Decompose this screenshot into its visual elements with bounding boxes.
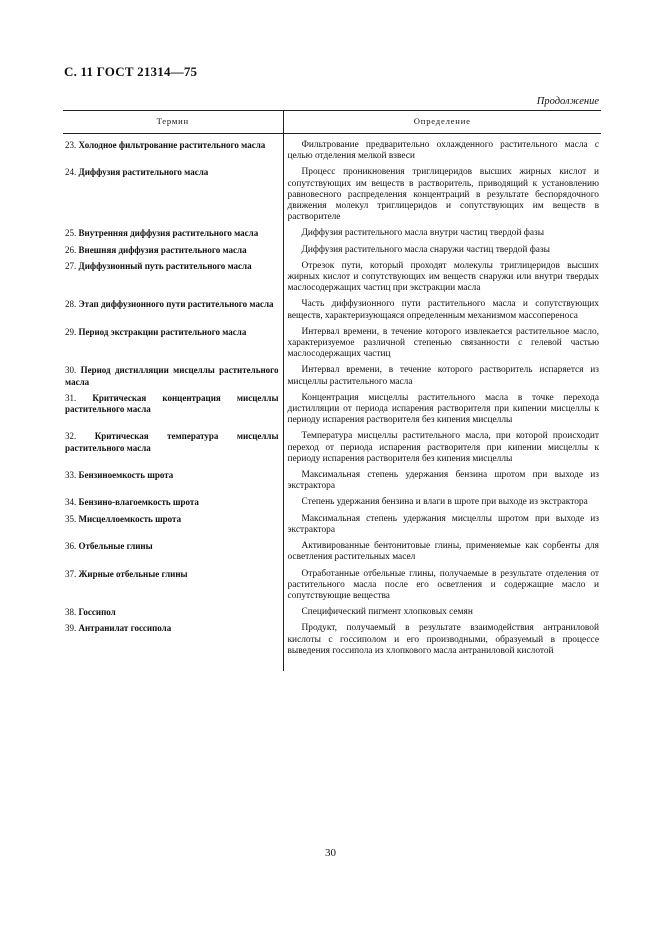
term-cell — [63, 299, 283, 326]
term-number: 38. — [65, 607, 77, 618]
term-number: 27. — [65, 260, 77, 271]
table-row — [63, 607, 601, 623]
table-row — [63, 393, 601, 432]
table-row — [63, 541, 601, 568]
term-name: Бензино-влагоемкость шрота — [78, 497, 199, 508]
term-number: 28. — [65, 299, 77, 310]
table-row — [63, 514, 601, 541]
table-body — [63, 134, 601, 671]
definition-cell: Диффузия растительного масла внутри частиц твердой фазы — [283, 228, 601, 244]
term-name: Холодное фильтрование растительного масла — [78, 140, 266, 150]
running-header: С. 11 ГОСТ 21314—75 — [64, 64, 198, 79]
term-number: 24. — [65, 167, 77, 178]
table-row — [63, 431, 601, 470]
definition-cell: Максимальная степень удержания бензина шротом при выходе из экстрактора — [283, 470, 601, 497]
table-row — [63, 261, 601, 300]
term-cell — [63, 134, 283, 168]
continued-label: Продолжение — [536, 96, 599, 107]
term-name: Внешняя диффузия растительного масла — [78, 244, 247, 255]
term-name: Критическая концентрация мисцеллы растительного масла — [65, 392, 279, 415]
term-number: 29. — [65, 326, 77, 337]
term-cell — [63, 261, 283, 300]
term-name: Антранилат госсипола — [78, 623, 172, 634]
term-number: 31. — [65, 392, 77, 403]
table-row — [63, 497, 601, 513]
term-name: Период экстракции растительного масла — [78, 326, 247, 337]
definition-cell: Активированные бентонитовые глины, применяемые как сорбенты для осветления растительных масел — [283, 541, 601, 568]
definition-cell: Процесс проникновения триглицеридов высших жирных кислот и сопутствующих им веществ в растворитель, приводящий к установлению равновесного распределения концентраций в результате беспорядочного движения молекул триглицеридов и сопутствующих им веществ в растворителе — [283, 167, 601, 228]
definition-cell: Интервал времени, в течение которого растворитель испаряется из мисцеллы растительного масла — [283, 365, 601, 392]
table-row — [63, 365, 601, 392]
column-header-term: Термин — [63, 111, 283, 134]
column-header-definition: Определение — [283, 111, 601, 134]
table-row — [63, 134, 601, 168]
term-name: Жирные отбельные глины — [78, 568, 188, 579]
table-row — [63, 470, 601, 497]
definition-cell: Максимальная степень удержания мисцеллы шротом при выходе из экстрактора — [283, 514, 601, 541]
term-cell — [63, 497, 283, 513]
term-number: 33. — [65, 470, 77, 481]
term-name: Внутренняя диффузия растительного масла — [78, 228, 259, 239]
definition-cell: Концентрация мисцеллы растительного масла в точке перехода дистилляции от периода испарения растворителя при кипении мисцеллы к периоду испарения растворителя без кипения мисцеллы — [283, 393, 601, 432]
term-cell — [63, 365, 283, 392]
table-row — [63, 299, 601, 326]
terms-table — [63, 110, 601, 671]
term-number: 35. — [65, 513, 77, 524]
term-name: Диффузионный путь растительного масла — [78, 260, 252, 271]
term-cell — [63, 228, 283, 244]
definition-cell: Фильтрование предварительно охлажденного растительного масла с целью отделения мелкой взвеси — [283, 134, 601, 168]
table-row — [63, 623, 601, 671]
term-name: Отбельные глины — [78, 541, 153, 552]
definition-cell: Отработанные отбельные глины, получаемые в результате отделения от растительного масла после его осветления и содержащие масло и сопутствующие вещества — [283, 569, 601, 608]
table-row — [63, 569, 601, 608]
table-row — [63, 228, 601, 244]
definition-cell: Отрезок пути, который проходят молекулы триглицеридов высших жирных кислот и сопутствующих им веществ снаружи или внутри твердых маслосодержащих частиц при экстракции масла — [283, 261, 601, 300]
term-cell — [63, 514, 283, 541]
term-number: 26. — [65, 244, 77, 255]
term-number: 25. — [65, 228, 77, 239]
term-name: Бензиноемкость шрота — [78, 470, 174, 481]
definition-cell: Специфический пигмент хлопковых семян — [283, 607, 601, 623]
term-cell — [63, 541, 283, 568]
term-number: 30. — [65, 365, 77, 376]
term-cell — [63, 431, 283, 470]
term-cell — [63, 393, 283, 432]
term-cell — [63, 569, 283, 608]
definition-cell: Интервал времени, в течение которого извлекается растительное масло, характеризуемое различной степенью связанности с гелевой частью маслосодержащих частиц — [283, 327, 601, 366]
term-cell — [63, 245, 283, 261]
term-name: Госсипол — [78, 607, 116, 618]
term-name: Этап диффузионного пути растительного масла — [78, 299, 274, 310]
table-row — [63, 327, 601, 366]
table-row — [63, 245, 601, 261]
term-name: Период дистилляции мисцеллы растительного масла — [65, 365, 279, 387]
term-number: 37. — [65, 568, 77, 579]
definition-cell: Диффузия растительного масла снаружи частиц твердой фазы — [283, 245, 601, 261]
table-row — [63, 167, 601, 228]
definition-cell: Степень удержания бензина и влаги в шроте при выходе из экстрактора — [283, 497, 601, 513]
term-name: Мисцеллоемкость шрота — [78, 513, 182, 524]
term-cell — [63, 607, 283, 623]
table-header-row — [63, 111, 601, 134]
term-name: Критическая температура мисцеллы растительного масла — [65, 431, 279, 453]
definition-cell: Температура мисцеллы растительного масла, при которой происходит переход от периода испарения растворителя при кипении мисцеллы к периоду испарения растворителя без кипения мисцеллы — [283, 431, 601, 470]
term-cell — [63, 623, 283, 671]
definition-cell: Часть диффузионного пути растительного масла и сопутствующих веществ, характеризующаяся определенным механизмом массопереноса — [283, 299, 601, 326]
definition-cell: Продукт, получаемый в результате взаимодействия антраниловой кислоты с госсиполом и его производными, образуемый в процессе выведения госсипола из хлопкового масла антраниловой кислотой — [283, 623, 601, 671]
term-cell — [63, 327, 283, 366]
term-number: 34. — [65, 497, 77, 508]
term-number: 23. — [65, 140, 77, 150]
term-number: 39. — [65, 623, 77, 634]
term-cell — [63, 167, 283, 228]
term-cell — [63, 470, 283, 497]
term-name: Диффузия растительного масла — [78, 167, 209, 178]
page-number: 30 — [325, 847, 336, 859]
term-number: 36. — [65, 541, 77, 552]
term-number: 32. — [65, 431, 77, 442]
